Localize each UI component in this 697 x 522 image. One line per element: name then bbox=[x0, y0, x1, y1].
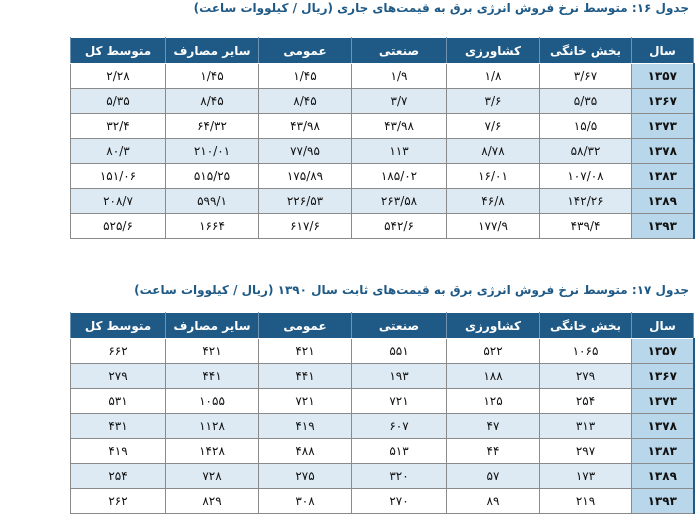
year-cell: ۱۳۷۳ bbox=[632, 389, 694, 414]
table-cell: ۵/۳۵ bbox=[71, 89, 166, 114]
table-cell: ۲۶۲ bbox=[71, 489, 166, 514]
table-cell: ۴۳/۹۸ bbox=[259, 114, 352, 139]
table-cell: ۴۳۹/۴ bbox=[540, 214, 632, 239]
table-cell: ۵۵۱ bbox=[352, 339, 447, 364]
table-cell: ۱۲۵ bbox=[447, 389, 540, 414]
table-cell: ۵۲۵/۶ bbox=[71, 214, 166, 239]
column-header: سایر مصارف bbox=[166, 38, 259, 64]
table-cell: ۳۰۸ bbox=[259, 489, 352, 514]
table-17-section bbox=[0, 282, 697, 508]
table-cell: ۱۰۷/۰۸ bbox=[540, 164, 632, 189]
table-cell: ۴۲۱ bbox=[166, 339, 259, 364]
table-cell: ۲۶۳/۵۸ bbox=[352, 189, 447, 214]
year-cell: ۱۳۹۳ bbox=[632, 214, 694, 239]
table-cell: ۴۴۱ bbox=[166, 364, 259, 389]
table-cell: ۱۶۶۴ bbox=[166, 214, 259, 239]
table-row bbox=[71, 164, 694, 189]
column-header: عمومی bbox=[259, 38, 352, 64]
table-cell: ۱۰۶۵ bbox=[540, 339, 632, 364]
table-cell: ۱۶/۰۱ bbox=[447, 164, 540, 189]
table-cell: ۱/۹ bbox=[352, 64, 447, 89]
table-cell: ۵۹۹/۱ bbox=[166, 189, 259, 214]
table-row bbox=[71, 414, 694, 439]
table-cell: ۸۹ bbox=[447, 489, 540, 514]
table-row bbox=[71, 114, 694, 139]
table-cell: ۱۵۱/۰۶ bbox=[71, 164, 166, 189]
table-cell: ۲۱۰/۰۱ bbox=[166, 139, 259, 164]
table-cell: ۸/۷۸ bbox=[447, 139, 540, 164]
table-cell: ۱۵/۵ bbox=[540, 114, 632, 139]
table-cell: ۲۷۹ bbox=[540, 364, 632, 389]
year-cell: ۱۳۶۷ bbox=[632, 89, 694, 114]
table-cell: ۴۱۹ bbox=[259, 414, 352, 439]
table-cell: ۶۴/۳۲ bbox=[166, 114, 259, 139]
column-header: سال bbox=[632, 38, 694, 64]
table-cell: ۸/۴۵ bbox=[259, 89, 352, 114]
table-cell: ۶۱۷/۶ bbox=[259, 214, 352, 239]
table-cell: ۱۰۵۵ bbox=[166, 389, 259, 414]
table-cell: ۶۰۷ bbox=[352, 414, 447, 439]
table-cell: ۲/۲۸ bbox=[71, 64, 166, 89]
column-header: عمومی bbox=[259, 313, 352, 339]
table-cell: ۲۹۷ bbox=[540, 439, 632, 464]
table-cell: ۸۲۹ bbox=[166, 489, 259, 514]
table-cell: ۱۱۲۸ bbox=[166, 414, 259, 439]
table-cell: ۱/۴۵ bbox=[166, 64, 259, 89]
column-header: بخش خانگی bbox=[540, 313, 632, 339]
year-cell: ۱۳۸۳ bbox=[632, 439, 694, 464]
table-cell: ۷/۶ bbox=[447, 114, 540, 139]
table-cell: ۱۴۲۸ bbox=[166, 439, 259, 464]
table-cell: ۷۲۸ bbox=[166, 464, 259, 489]
column-header: کشاورزی bbox=[447, 313, 540, 339]
column-header: کشاورزی bbox=[447, 38, 540, 64]
table-cell: ۳/۶ bbox=[447, 89, 540, 114]
table-row bbox=[71, 339, 694, 364]
table-row bbox=[71, 439, 694, 464]
table-cell: ۱۸۵/۰۲ bbox=[352, 164, 447, 189]
table-caption: جدول ۱۶: متوسط نرخ فروش انرژی برق به قیمت‌های جاری (ریال / کیلووات ساعت) bbox=[193, 1, 689, 15]
table-cell: ۷۷/۹۵ bbox=[259, 139, 352, 164]
year-cell: ۱۳۷۸ bbox=[632, 414, 694, 439]
table-cell: ۵۸/۳۲ bbox=[540, 139, 632, 164]
table-cell: ۱۱۳ bbox=[352, 139, 447, 164]
table-cell: ۴۶/۸ bbox=[447, 189, 540, 214]
data-table bbox=[70, 37, 695, 239]
column-header: بخش خانگی bbox=[540, 38, 632, 64]
table-row bbox=[71, 89, 694, 114]
table-cell: ۵۱۳ bbox=[352, 439, 447, 464]
table-cell: ۲۵۴ bbox=[540, 389, 632, 414]
table-cell: ۵۱۵/۲۵ bbox=[166, 164, 259, 189]
table-cell: ۸۰/۳ bbox=[71, 139, 166, 164]
table-header-row bbox=[71, 313, 694, 339]
table-row bbox=[71, 189, 694, 214]
column-header: صنعتی bbox=[352, 313, 447, 339]
table-cell: ۲۷۹ bbox=[71, 364, 166, 389]
table-cell: ۳۱۳ bbox=[540, 414, 632, 439]
table-row bbox=[71, 214, 694, 239]
table-row bbox=[71, 389, 694, 414]
table-cell: ۸/۴۵ bbox=[166, 89, 259, 114]
year-cell: ۱۳۶۷ bbox=[632, 364, 694, 389]
year-cell: ۱۳۸۹ bbox=[632, 189, 694, 214]
column-header: متوسط کل bbox=[71, 313, 166, 339]
table-cell: ۱/۴۵ bbox=[259, 64, 352, 89]
table-cell: ۲۷۰ bbox=[352, 489, 447, 514]
table-cell: ۵۳۱ bbox=[71, 389, 166, 414]
table-cell: ۵۲۲ bbox=[447, 339, 540, 364]
column-header: متوسط کل bbox=[71, 38, 166, 64]
table-row bbox=[71, 489, 694, 514]
table-cell: ۱۷۳ bbox=[540, 464, 632, 489]
table-cell: ۱۸۸ bbox=[447, 364, 540, 389]
table-cell: ۴۴ bbox=[447, 439, 540, 464]
table-cell: ۴۲۱ bbox=[259, 339, 352, 364]
table-cell: ۴۸۸ bbox=[259, 439, 352, 464]
year-cell: ۱۳۸۹ bbox=[632, 464, 694, 489]
year-cell: ۱۳۹۳ bbox=[632, 489, 694, 514]
table-cell: ۷۲۱ bbox=[259, 389, 352, 414]
table-cell: ۶۶۲ bbox=[71, 339, 166, 364]
table-cell: ۲۲۶/۵۳ bbox=[259, 189, 352, 214]
table-cell: ۵/۳۵ bbox=[540, 89, 632, 114]
table-cell: ۲۰۸/۷ bbox=[71, 189, 166, 214]
table-header-row bbox=[71, 38, 694, 64]
table-cell: ۲۷۵ bbox=[259, 464, 352, 489]
year-cell: ۱۳۵۷ bbox=[632, 339, 694, 364]
data-table bbox=[70, 312, 695, 514]
table-caption: جدول ۱۷: متوسط نرخ فروش انرژی برق به قیمت‌های ثابت سال ۱۳۹۰ (ریال / کیلووات ساعت) bbox=[134, 283, 689, 297]
column-header: سال bbox=[632, 313, 694, 339]
table-cell: ۳۲۰ bbox=[352, 464, 447, 489]
year-cell: ۱۳۷۸ bbox=[632, 139, 694, 164]
table-cell: ۲۱۹ bbox=[540, 489, 632, 514]
table-cell: ۴۴۱ bbox=[259, 364, 352, 389]
table-cell: ۳/۷ bbox=[352, 89, 447, 114]
table-row bbox=[71, 464, 694, 489]
table-16-section bbox=[0, 0, 697, 233]
table-row bbox=[71, 364, 694, 389]
table-cell: ۴۳/۹۸ bbox=[352, 114, 447, 139]
table-cell: ۴۷ bbox=[447, 414, 540, 439]
table-row bbox=[71, 64, 694, 89]
table-cell: ۵۷ bbox=[447, 464, 540, 489]
table-cell: ۱۹۳ bbox=[352, 364, 447, 389]
table-cell: ۱۴۲/۲۶ bbox=[540, 189, 632, 214]
year-cell: ۱۳۷۳ bbox=[632, 114, 694, 139]
column-header: صنعتی bbox=[352, 38, 447, 64]
table-cell: ۴۱۹ bbox=[71, 439, 166, 464]
table-cell: ۲۵۴ bbox=[71, 464, 166, 489]
table-cell: ۳۲/۴ bbox=[71, 114, 166, 139]
table-cell: ۱۷۷/۹ bbox=[447, 214, 540, 239]
table-cell: ۴۳۱ bbox=[71, 414, 166, 439]
column-header: سایر مصارف bbox=[166, 313, 259, 339]
table-cell: ۱۷۵/۸۹ bbox=[259, 164, 352, 189]
table-cell: ۱/۸ bbox=[447, 64, 540, 89]
year-cell: ۱۳۵۷ bbox=[632, 64, 694, 89]
table-cell: ۷۲۱ bbox=[352, 389, 447, 414]
table-cell: ۳/۶۷ bbox=[540, 64, 632, 89]
table-row bbox=[71, 139, 694, 164]
year-cell: ۱۳۸۳ bbox=[632, 164, 694, 189]
table-cell: ۵۴۲/۶ bbox=[352, 214, 447, 239]
